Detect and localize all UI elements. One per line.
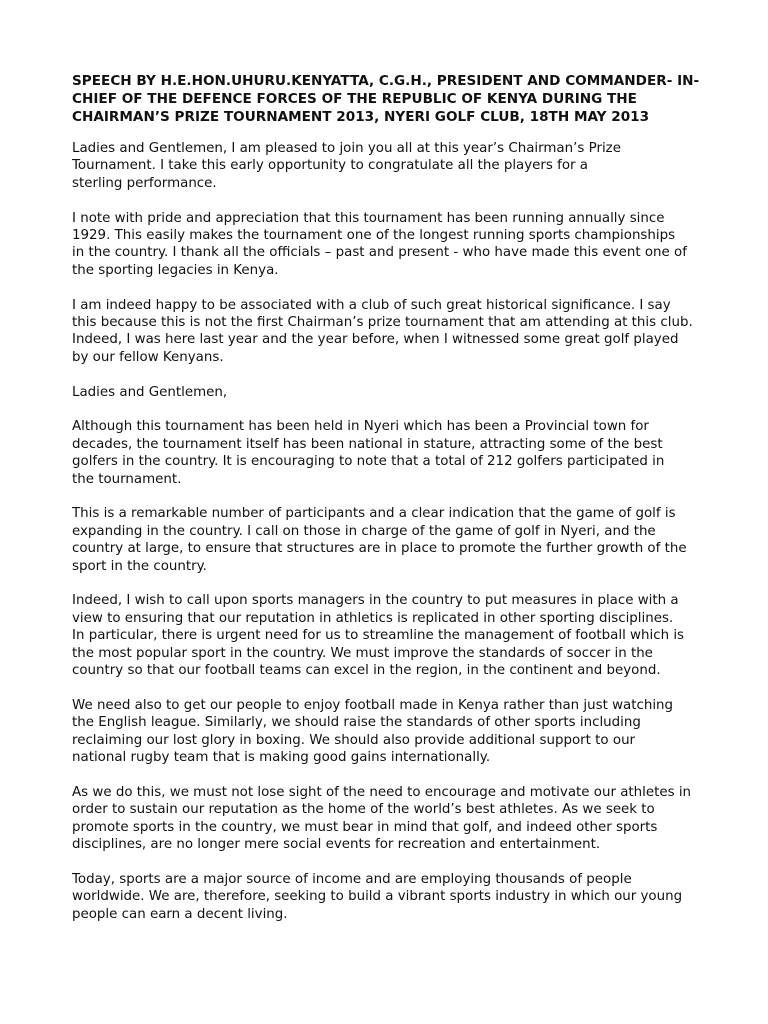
title-line: CHIEF OF THE DEFENCE FORCES OF THE REPUBLIC OF KENYA DURING THE — [72, 91, 637, 107]
text-line: expanding in the country. I call on those in charge of the game of golf in Nyeri, and the — [72, 523, 656, 539]
text-line: the English league. Similarly, we should raise the standards of other sports including — [72, 715, 641, 731]
text-line: decades, the tournament itself has been national in stature, attracting some of the best — [72, 436, 663, 452]
paragraph-athletes — [72, 784, 702, 854]
text-line: promote sports in the country, we must bear in mind that golf, and indeed other sports — [72, 819, 658, 835]
speech-body — [72, 140, 702, 941]
text-line: national rugby team that is making good gains internationally. — [72, 750, 491, 766]
title-line: SPEECH BY H.E.HON.UHURU.KENYATTA, C.G.H., PRESIDENT AND COMMANDER- IN- — [72, 73, 700, 89]
paragraph-club — [72, 297, 702, 367]
paragraph-history — [72, 210, 702, 280]
text-line: Indeed, I was here last year and the year before, when I witnessed some great golf played — [72, 332, 679, 348]
text-line: As we do this, we must not lose sight of the need to encourage and motivate our athletes in — [72, 784, 692, 800]
paragraph-participants — [72, 505, 702, 575]
paragraph-football — [72, 697, 702, 767]
text-line: This is a remarkable number of participants and a clear indication that the game of golf is — [72, 506, 676, 522]
text-line: the sporting legacies in Kenya. — [72, 262, 279, 278]
text-line: I am indeed happy to be associated with a club of such great historical significance. I say — [72, 297, 671, 313]
text-line: sport in the country. — [72, 558, 207, 574]
text-line: country so that our football teams can excel in the region, in the continent and beyond. — [72, 663, 661, 679]
text-line: Indeed, I wish to call upon sports managers in the country to put measures in place with a — [72, 593, 679, 609]
text-line: worldwide. We are, therefore, seeking to build a vibrant sports industry in which our young — [72, 889, 683, 905]
paragraph-managers — [72, 592, 702, 679]
text-line: We need also to get our people to enjoy football made in Kenya rather than just watching — [72, 697, 674, 713]
text-line: I note with pride and appreciation that this tournament has been running annually since — [72, 210, 665, 226]
text-line: in the country. I thank all the officials – past and present - who have made this event one of — [72, 245, 687, 261]
text-line: Ladies and Gentlemen, — [72, 384, 228, 400]
text-line: Tournament. I take this early opportunity to congratulate all the players for a — [72, 158, 589, 174]
text-line: view to ensuring that our reputation in athletics is replicated in other sporting disciplines. — [72, 610, 674, 626]
text-line: disciplines, are no longer mere social events for recreation and entertainment. — [72, 837, 601, 853]
text-line: people can earn a decent living. — [72, 906, 288, 922]
text-line: reclaiming our lost glory in boxing. We should also provide additional support to our — [72, 732, 636, 748]
paragraph-salutation — [72, 384, 702, 401]
text-line: In particular, there is urgent need for us to streamline the management of football which is — [72, 628, 685, 644]
text-line: 1929. This easily makes the tournament one of the longest running sports championships — [72, 228, 676, 244]
text-line: the tournament. — [72, 471, 182, 487]
paragraph-nyeri — [72, 418, 702, 488]
text-line: Today, sports are a major source of income and are employing thousands of people — [72, 871, 632, 887]
speech-title — [72, 72, 700, 126]
text-line: country at large, to ensure that structures are in place to promote the further growth of the — [72, 541, 687, 557]
title-line: CHAIRMAN’S PRIZE TOURNAMENT 2013, NYERI GOLF CLUB, 18TH MAY 2013 — [72, 109, 650, 125]
text-line: golfers in the country. It is encouraging to note that a total of 212 golfers participated in — [72, 454, 665, 470]
paragraph-greeting — [72, 140, 702, 192]
text-line: the most popular sport in the country. We must improve the standards of soccer in the — [72, 645, 653, 661]
text-line: by our fellow Kenyans. — [72, 349, 224, 365]
text-line: Although this tournament has been held in Nyeri which has been a Provincial town for — [72, 419, 649, 435]
paragraph-income — [72, 871, 702, 923]
text-line: sterling performance. — [72, 175, 217, 191]
text-line: order to sustain our reputation as the home of the world’s best athletes. As we seek to — [72, 802, 655, 818]
text-line: this because this is not the first Chairman’s prize tournament that am attending at this club. — [72, 315, 693, 331]
text-line: Ladies and Gentlemen, I am pleased to join you all at this year’s Chairman’s Prize — [72, 141, 621, 156]
